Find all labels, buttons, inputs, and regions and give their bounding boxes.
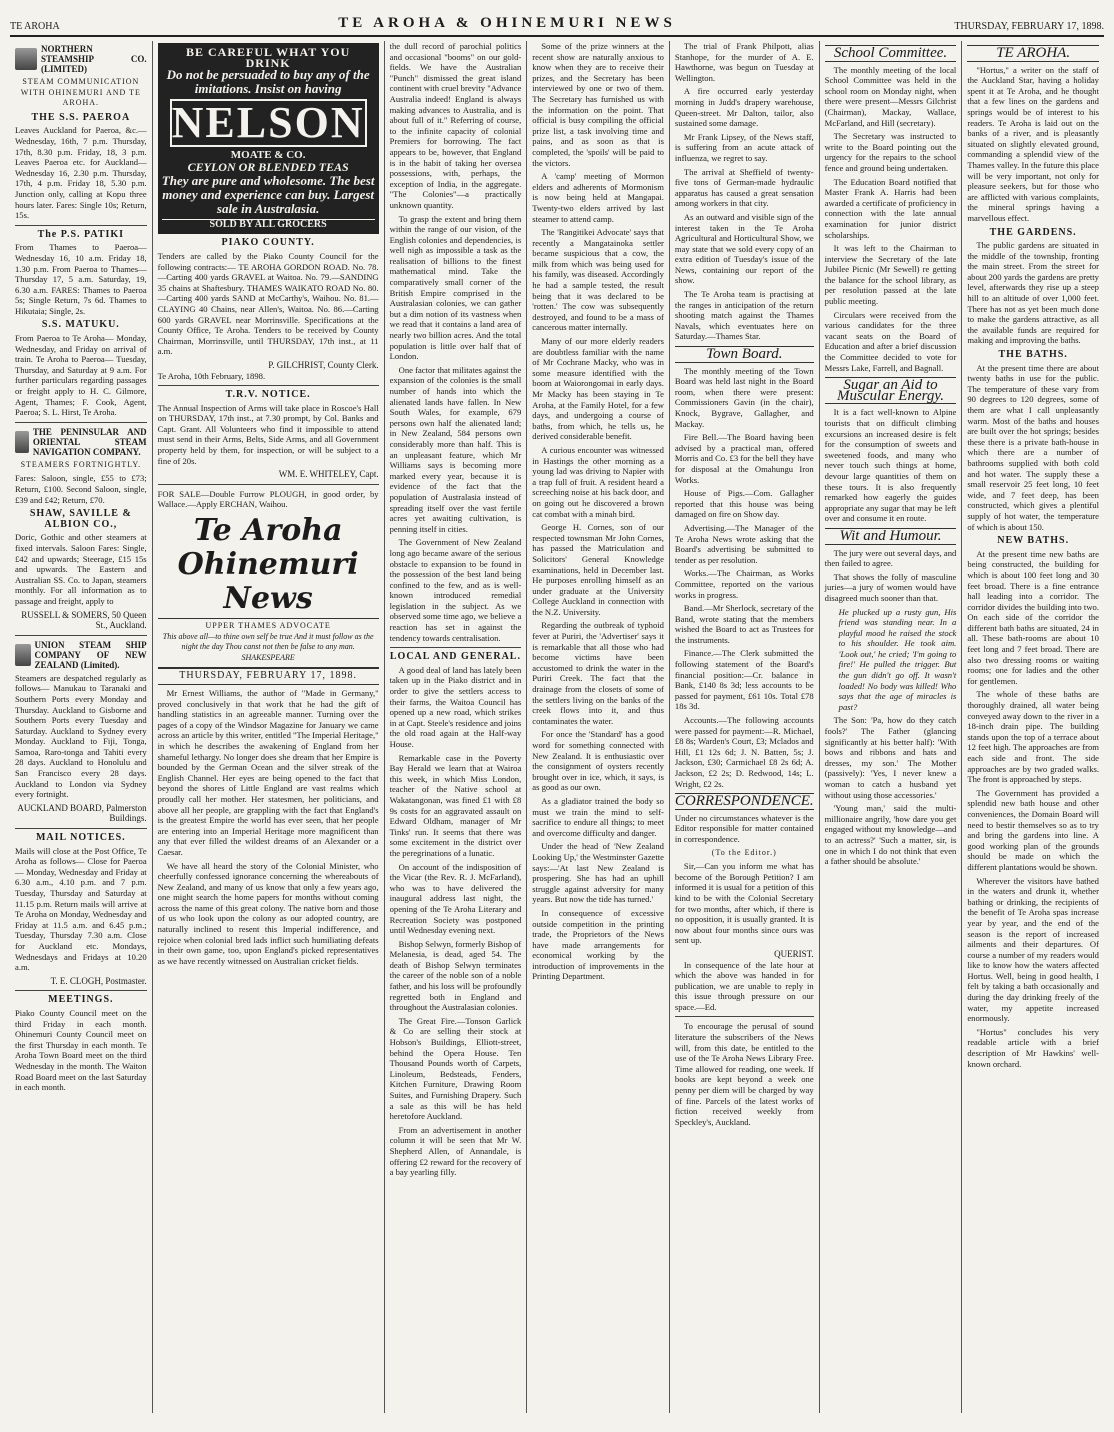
library-notice: To encourage the perusal of sound literature the subscribers of the News will, from this date, be entitled to the use of the Te Aroha News Library Free. Time allowed for reading, one week. If books are kept beyond a week one penny per diem will be charged by way of fine. Parcels of the latest works of fiction received weekly from Speckley's, Auckland. xyxy=(674,1021,814,1127)
news-item: As a gladiator trained the body so must we train the mind to self-sacrifice to endure all things; to meet and overcome difficulty and danger. xyxy=(532,795,664,838)
divider xyxy=(15,828,147,829)
news-item: A curious encounter was witnessed in Hastings the other morning as a young lad was driving to Napier with a trap full of fruit. A resident heard a screeching noise at his back door, and on going out he discovered a brown cat combat with a minah bird. xyxy=(532,444,664,519)
news-item: The arrival at Sheffield of twenty-five tons of German-made hydraulic apparatus has caused a great sensation among workers in that city. xyxy=(674,166,814,209)
correspondence-heading: CORRESPONDENCE. xyxy=(674,793,814,810)
ad-footer: SOLD BY ALL GROCERS xyxy=(162,219,375,231)
steamship-icon xyxy=(15,431,29,453)
news-item: Under the head of 'New Zealand Looking Up,' the Westminster Gazette says:—'At last New Zealand is prospering. She has had an uphill struggle against adversity for many years. But now the tide has turned.' xyxy=(532,841,664,905)
board-item: The monthly meeting of the Town Board was held last night in the Board room, when there were present: Commissioners Gavin (in the chair), Knock, Bygrave, Gallagher, and Mackay. xyxy=(674,365,814,429)
board-item: Works.—The Chairman, as Works Committee, reported on the various works in progress. xyxy=(674,568,814,600)
town-board-heading: Town Board. xyxy=(675,346,814,363)
news-item: Bishop Selwyn, formerly Bishop of Melanesia, is dead, aged 54. The death of Bishop Selwyn terminates the career of the noble son of a noble father, and his loss will be profoundly regretted both in England and throughout the Australasian colonies. xyxy=(389,938,522,1013)
masthead-line-1: Te Aroha xyxy=(193,513,343,549)
divider xyxy=(158,385,379,386)
editor-note: In consequence of the late hour at which the above was handed in for publication, we are unable to reply in this issue through pressure on our space.—Ed. xyxy=(674,959,814,1012)
news-item: On account of the indisposition of the Vicar (the Rev. R. J. McFarland), who was to have delivered the inaugural address last night, the opening of the Te Aroha Literary and Recreation Society was postponed until Wednesday evening next. xyxy=(389,861,522,936)
page-header xyxy=(10,10,1104,37)
news-item: The Te Aroha team is practising at the ranges in anticipation of the return shooting match against the Thames Navals, which eventuates here on Saturday.—Thames Star. xyxy=(674,289,814,342)
joke-item: The Son: 'Pa, how do they catch fools?' The Father (glancing significantly at his better half): 'With bows and ribbons and hats and dresses, my son.' The Mother (passively): 'Yes, I never knew a woman to catch a husband yet without using those accessories.' xyxy=(824,715,957,800)
school-committee-heading: School Committee. xyxy=(825,45,957,62)
article-paragraph: Wherever the visitors have bathed in the waters and drunk it, whether bathing or drinking, the recipients of the benefit of Te Aroha spas increase year by year, and the end of the season is the report of increased ailments and their departures. Of course a number of my readers would like to know how the waters affected Hortus. Well, being in good health, I felt by taking a bath occasionally and during the day drinking freely of the water, my appetite increased enormously. xyxy=(967,875,1099,1024)
column-4 xyxy=(527,41,670,1413)
steamship-icon xyxy=(15,48,37,70)
board-item: House of Pigs.—Com. Gallagher reported that this house was being damaged on fire on Show day. xyxy=(674,488,814,520)
joke-item: The jury were out several days, and then failed to agree. xyxy=(824,547,957,569)
ship-text-paeroa: Leaves Auckland for Paeroa, &c.— Wednesday, 16th, 7 p.m. Thursday, 17th, 8.30 p.m. Friday, 18, 3 p.m. Leaves Paeroa etc. for Auckland— Wednesday 16, 2.30 p.m. Thursday, 17th, 4 p.m. Friday 18, 5.30 p.m. Junction only, calling at Kopu three hours later. Fares: Single 10s; Return, 15s. xyxy=(15,125,147,221)
board-item: Finance.—The Clerk submitted the following statement of the Board's financial position:—Cr. balance in Bank, £140 8s 3d; less accounts to be passed for payment, £61 10s. Total £78 18s 3d. xyxy=(674,648,814,712)
column-3 xyxy=(385,41,528,1413)
correspondence-note: Under no circumstances whatever is the Editor responsible for matter contained in correspondence. xyxy=(674,812,814,844)
committee-item: It was left to the Chairman to interview the Secretary of the late Jubilee Picnic (Mr Sewell) re getting the balance for the school library, as per resolution passed at the late public meeting. xyxy=(824,243,957,307)
divider xyxy=(15,422,147,423)
article-paragraph: At the present time there are about twenty baths in use for the public. The temperature of these vary from 90 degrees to 120 degrees, some of them are what I call unpleasantly warm. Most of the baths and houses are built over the hot springs; besides these there is a private bath-house in which there are a number of bathrooms supplied with both cold and hot water. The supply these a small reservoir 25 feet long, 10 feet wide, and 7 feet deep, has been constructed, which gives a plentiful supply of hot water, the temperature of which is about 150. xyxy=(967,362,1099,532)
column-5 xyxy=(670,41,820,1413)
ad-brand: NELSON xyxy=(171,98,365,148)
divider xyxy=(15,990,147,991)
committee-item: The monthly meeting of the local School Committee was held in the school room on Monday night, when there were present—Messrs Gilchrist (Chairman), Mackay, Wallace, McFarland, and Hill (secretary). xyxy=(824,64,957,128)
board-item: Advertising.—The Manager of the Te Aroha News wrote asking that the Board's advertising be submitted to tender as per resolution. xyxy=(674,522,814,565)
news-item: Many of our more elderly readers are doubtless familiar with the name of Mr Cochrane Macky, who was in some measure identified with the boom at Waiorongomai in early days. Mr Macky has been staying in Te Aroha, at the Family Hotel, for a few days, and undergoing a course of baths, from which, he tells us, he derived considerable benefit. xyxy=(532,336,664,442)
letter-signature: QUERIST. xyxy=(774,948,814,959)
te-aroha-heading: TE AROHA. xyxy=(967,45,1099,62)
trv-signature: WM. E. WHITELEY, Capt. xyxy=(278,469,379,480)
editorial-paragraph: We have all heard the story of the Colonial Minister, who cheerfully confessed ignorance concerning the whereabouts of New Zealand, and many of us know that only a few years ago, one might search the home papers for months without coming across the name of this great colony. The native born and those of us who look upon the colony as our adopted country, are naturally inclined to resent this Imperial indifference, and rejoice when colonial bred lads inflict such humiliating defeats in their own game, too, upon England's picked representatives as we have recently witnessed on Australian cricket fields. xyxy=(157,860,379,966)
news-item: A good deal of land has lately been taken up in the Piako district and in order to give the settlers access to their farms, the Waitoa Council has opened up a new road, which strikes in at Capt. Steele's residence and joins the old road again at the Half-way House. xyxy=(389,664,522,749)
divider xyxy=(15,635,147,636)
baths-heading: THE BATHS. xyxy=(998,349,1068,361)
column-7 xyxy=(962,41,1104,1413)
sugar-heading: Sugar an Aid to Muscular Energy. xyxy=(825,377,957,404)
editorial-paragraph: To grasp the extent and bring them within the range of our vision, of the English colonies and dependencies, is well nigh as impossible a task as the realisation of billions to the finest mathematical mind. Take the comparatively small corner of the British Empire comprised in the Australasian colonies, we can gather but a dim notion of its vastness when we read that it contains a land area of nearly two billion acres. And the total population is little over half that of London. xyxy=(389,213,522,362)
divider xyxy=(15,225,147,226)
ship-heading-paeroa: THE S.S. PAEROA xyxy=(31,111,131,123)
joke-verse: He plucked up a rusty gun, His friend was standing near. In a playful mood he raised the stock to his shoulder. He took aim. 'Look out,' he cried; 'I'm going to fire!' He pulled the trigger. But the gun didn't go off. It wasn't loaded! No body was killed! Who says that the age of miracles is past? xyxy=(838,606,957,712)
news-item: George H. Cornes, son of our respected townsman Mr John Cornes, has passed the Matriculation and Solicitors' General Knowledge examinations, held in December last. He purposes enrolling himself as an under graduate at the University College Auckland in connection with the N.Z. University. xyxy=(532,522,664,617)
board-item: Accounts.—The following accounts were passed for payment:—R. Michael, £8 8s; Warden's Court, £3; Mclados and Hill, £1 12s 6d; J. N. Batten, 5s; J. Jackson, £30; Carmichael £8 2s 6d; A. Jackson, £2 2s; D. Redwood, 14s; L. Wright, £2 2s. xyxy=(674,715,814,789)
sale-notice: FOR SALE—Double Furrow PLOUGH, in good order, by Wallace.—Apply ERCHAN, Waihou. xyxy=(157,488,379,510)
po-ad xyxy=(15,427,147,457)
news-item: The 'Rangitikei Advocate' says that recently a Mangatainoka settler became suspicious that a cow, the milk from which was being used for his family, was diseased. Accordingly he had a sample tested, the result being that it was declared to be 'rotten.' The cow was subsequently destroyed, and found to be a mass of cancerous matter internally. xyxy=(532,227,664,333)
northern-steamship-ad xyxy=(15,44,147,74)
union-name: UNION STEAM SHIP COMPANY OF NEW ZEALAND (Limited). xyxy=(34,639,147,670)
committee-item: The Secretary was instructed to write to the Board pointing out the urgency for the repairs to the school fence and ground being undertaken. xyxy=(824,131,957,173)
union-signature: AUCKLAND BOARD, Palmerston Buildings. xyxy=(17,802,147,824)
joke-item: That shows the folly of masculine juries—a jury of women would have disagreed much sooner than that. xyxy=(824,571,957,603)
communication-heading: STEAM COMMUNICATION WITH OHINEMURI AND TE AROHA. xyxy=(20,77,141,108)
ship-heading-matuku: S.S. MATUKU. xyxy=(41,319,120,331)
ad-headline: BE CAREFUL WHAT YOU DRINK xyxy=(186,45,351,70)
board-item: Fire Bell.—The Board having been advised by a practical man, offered Morris and Co. £3 for the bell they have for disposal at the Omahungu Iron Works. xyxy=(674,432,814,485)
article-paragraph: "Hortus" concludes his very readable article with a brief description of Mr Hawkins' well-known orchard. xyxy=(967,1026,1099,1069)
editorial-paragraph: Mr Ernest Williams, the author of "Made in Germany," proved conclusively in that work that he had the gift of handling statistics in an agreeable manner. Turning over the pages of a copy of the Windsor Magazine for January we came across an article by this writer, entitled "The Imperial Heritage," in which he describes the awakening of England from her shameful lethargy. No longer does she dream that her Empire is bounded by the German Ocean and the silver streak of the English Channel. Her eyes are being opened to the fact that beyond the shores of Little England are vast realms which proudly call her mother. Her statesmen, her politicians, and above all her people, are grappling with the fact that England's is the greatest Empire the world has ever seen, that her people are entering into an Imperial Heritage more magnificent than any that ever filled the wildest dreams of an Alexander or a Caesar. xyxy=(157,688,379,857)
news-item: The Great Fire.—Tonson Garlick & Co are selling their stock at Hobson's Buildings, Elliott-street, behind the Opera House. Ten Thousand Pounds worth of Carpets, Linoleum, Bedsteads, Fenders, Kitchen Furniture, Drawing Room Suites, and Furnishing Drapery. Such a sale as this will be has held heretofore Auckland. xyxy=(389,1015,522,1122)
wit-humour-heading: Wit and Humour. xyxy=(825,528,957,545)
divider xyxy=(390,647,522,648)
county-heading: PIAKO COUNTY. xyxy=(221,237,315,249)
correspondence-to: (To the Editor.) xyxy=(711,847,777,857)
county-text: Tenders are called by the Piako County Council for the following contracts:— TE AROHA GORDON ROAD. No. 78.—Carting 400 yards GRAVEL at Waitoa. No. 79.—SANDING 35 chains at Shaftesbury. THAMES WAIKATO ROAD No. 80.—Carting 400 yards SAND at McCarthy's, Waihou. No. 81.—CLAYING 40 Chains, near Allen's, Waitoa. No. 86.—Carting 600 yards GRAVEL near Morrinsville. Specifications at the County Office, Te Aroha. Tenders to be received by County Chairman, Morrinsville, until THURSDAY, 17th inst., at 11 a.m. xyxy=(157,250,379,357)
article-paragraph: "Hortus," a writer on the staff of the Auckland Star, having a holiday spent it at Te Aroha, and he thought that a few lines on the gardens and springs would be of interest to his readers. Te Aroha is laid out on the banks of a river, and is pleasantly situated on slightly elevated ground, commanding a splendid view of the Thames valley. In the future this place will be very important, not only for pleasure seekers, but for those who are afflicted with various complaints, the mineral springs having a marvellous effect. xyxy=(967,64,1099,223)
letter-text: Sir,—Can you inform me what has become of the Borough Petition? I am informed it is usual for a petition of this kind to be with the Colonial Secretary for two months, after which, if there is no opposition, it is usually granted. It is now about four months since ours was sent up. xyxy=(674,861,814,946)
news-item: Remarkable case in the Poverty Bay Herald we learn that at Wairoa this week, in which Miss London, teacher of the Native school at Wakatangonan, was fined £1 with £8 9s costs for an aggravated assault on Edward Oldham, manager of Mr Tinks' run. It seems that there was some excitement in the district over the peregrinations of a lunatic. xyxy=(389,752,522,858)
header-date: THURSDAY, FEBRUARY 17, 1898. xyxy=(954,21,1104,32)
news-item: Some of the prize winners at the recent show are naturally anxious to know when they are to receive their prizes, and the Secretary has been interviewed by one or two of them. The Secretary has furnished us with the information on the point. That official is busy compiling the official prize list, a task involving time and pains, and as soon as that is completed, the 'spoils' will be paid to the victors. xyxy=(532,41,664,168)
masthead-line-2: Ohinemuri News xyxy=(177,547,359,617)
mail-heading: MAIL NOTICES. xyxy=(35,832,126,844)
ad-product: CEYLON OR BLENDED TEAS xyxy=(187,159,349,174)
union-ad xyxy=(15,640,147,670)
joke-item: 'Young man,' said the multi-millionaire angrily, 'how dare you get engaged without my knowledge—and to an actress?' 'Such a matter, sir, is one in which I do not think that even a father should be absolute.' xyxy=(824,803,957,867)
header-title: TE AROHA & OHINEMURI NEWS xyxy=(338,15,676,31)
new-baths-heading: NEW BATHS. xyxy=(997,535,1070,547)
masthead-subtitle: UPPER THAMES ADVOCATE xyxy=(158,618,379,632)
editorial-paragraph: The Government of New Zealand long ago became aware of the serious obstacle to expansion to be found in the possession of the best land being confined to the few, and as is well-known introduced remedial legislation in the subject. As we observed some time ago, we believe a reaction has set in against the tendency towards centralisation. xyxy=(389,537,522,643)
trv-text: The Annual Inspection of Arms will take place in Roscoe's Hall on THURSDAY, 17th inst., at 7.30 prompt, by Col. Banks and Capt. Grant. All Volunteers who find it impossible to attend must send in their Arms, Belts, Side Arms, and all Government property held by them, for inspection, or will be subject to a fine of 20s. xyxy=(157,402,379,466)
committee-item: The Education Board notified that Master Frank A. Harris had been awarded a certificate of proficiency in connection with the late annual examination for junior district scholarships. xyxy=(824,176,957,240)
news-item: In consequence of excessive outside competition in the printing trade, the Proprietors of the News have made arrangements for economical working by the introduction of improvements in the Printing Department. xyxy=(532,907,664,982)
committee-item: Circulars were received from the various candidates for the three vacant seats on the Board of Education and after a brief discussion the Committee decided to vote for Messrs Lake, Farrell, and Bagnall. xyxy=(824,309,957,373)
news-item: A 'camp' meeting of Mormon elders and adherents of Mormonism is now being held at Mangapai. Twenty-two elders arrived by last steamer to attend camp. xyxy=(532,171,664,224)
po-name: THE PENINSULAR AND ORIENTAL STEAM NAVIGATION COMPANY. xyxy=(32,426,147,457)
union-text: Steamers are despatched regularly as follows— Manukau to Taranaki and Southern Ports every Monday and Thursday. Auckland to Gisborne and Southern Ports every Tuesday and Saturday. Auckland to Sydney every Monday. Auckland to Fiji, Tonga, Samoa, Raro-tonga and Tahiti every 28 days. Auckland to Honolulu and San Francisco every 28 days. Auckland to London via Sydney every fortnight. xyxy=(15,672,147,800)
news-item: A fire occurred early yesterday morning in Judd's drapery warehouse, Queen-street. Mr Dalton, tailor, also sustained some damage. xyxy=(674,86,814,129)
news-item: The trial of Frank Philpott, alias Stanhope, for the murder of A. E. Hawthorne, was begun on Tuesday at Wellington. xyxy=(674,41,814,83)
news-item: For once the 'Standard' has a good word for something connected with New Zealand. It is enthusiastic over the consignment of oysters recently brought over in ice, which, it says, is as good as our own. xyxy=(532,729,664,793)
editorial-paragraph: the dull record of parochial politics and occasional "booms" on our gold-fields. We have the Australian "Punch" dismissed the great island continent with cruel brevity "Advance Australia indeed! England is always making advances to Australia, and is about full of it." Referring of course, to the infinite capacity of colonial Premiers for borrowing. The fact appears to be, however, that England is in the habit of taking her oversea possessions, with, perhaps, the exception of India, in the aggregate. "The Colonies"—a practically unknown quantity. xyxy=(389,41,522,210)
meetings-heading: MEETINGS. xyxy=(48,994,114,1006)
masthead-motto: This above all—to thine own self be true And it must follow as the night the day Thou canst not then be false to any man. SHAKESPEARE xyxy=(162,631,374,662)
ship-text-patiki: From Thames to Paeroa— Wednesday 16, 10 a.m. Friday 18, 1.30 p.m. From Paeroa to Thames— Thursday 17, 5 a.m. Saturday, 19, 6.30 a.m. FARES: Thames to Paeroa 5s; Single Return, 7s 6d. Thames to Hikutaia; Single, 2s. xyxy=(15,242,147,316)
columns xyxy=(10,41,1104,1413)
header-left: TE AROHA xyxy=(10,21,60,32)
column-6 xyxy=(820,41,963,1413)
shaw-signature: RUSSELL & SOMERS, 50 Queen St., Auckland. xyxy=(21,609,147,631)
ship-heading-patiki: The P.S. PATIKI xyxy=(37,228,125,240)
mail-text: Mails will close at the Post Office, Te Aroha as follows— Close for Paeroa— Monday, Wednesday and Friday at 6.30 a.m., 4.10 p.m. and 7 p.m. Tuesday, Thursday and Saturday at 11.15 p.m. Return mails will arrive at Te Aroha on Monday, Wednesday and Friday at 11.5 a.m. and 6.45 p.m.; Tuesday, Thursday 7.30 a.m. Close for Auckland etc. Mondays, Wednesdays and Fridays at 10.20 a.m. xyxy=(15,845,147,973)
article-paragraph: The whole of these baths are thoroughly drained, all water being conveyed away down to the river in a 18-inch drain pipe. The building stands upon the top of a terrace about 12 feet high. The approaches are from each side and front. The side approaches are by two graded walks. The front is approached by steps. xyxy=(967,689,1099,785)
news-item: As an outward and visible sign of the interest taken in the Te Aroha Agricultural and Horticultural Show, we may state that we sold every copy of an extra edition of Tuesday's issue of the News, containing our report of the show. xyxy=(674,211,814,286)
ad-company: MOATE & CO. xyxy=(230,149,306,162)
ad-tagline: Do not be persuaded to buy any of the imitations. Insist on having xyxy=(166,67,370,97)
meetings-text: Piako County Council meet on the third Friday in each month. Ohinemuri County Council meet on the first Thursday in each month. Te Aroha Town Board meet on the third Wednesday in the month. The Waiton Road Board meet on the last Saturday in each month. xyxy=(15,1007,147,1093)
ad-claim: They are pure and wholesome. The best money and experience can buy. Largest sale in Australasia. xyxy=(161,172,375,216)
divider xyxy=(675,1016,814,1017)
company-name: NORTHERN STEAMSHIP CO. (LIMITED) xyxy=(41,44,147,74)
masthead xyxy=(158,514,379,663)
column-2 xyxy=(153,41,385,1413)
shaw-heading: SHAW, SAVILLE & ALBION CO., xyxy=(29,508,132,530)
column-1 xyxy=(10,41,153,1413)
divider xyxy=(158,484,379,485)
county-signature: P. GILCHRIST, County Clerk. xyxy=(268,359,379,370)
newspaper-page xyxy=(10,10,1104,1412)
ship-text-matuku: From Paeroa to Te Aroha— Monday, Wednesday, and Friday on arrival of train. Te Aroha to Paeroa— Tuesday, Thursday, and Saturday at 9 a.m. For further particulars regarding passages or freight apply to H. C. Gilmore, Agent, Thames; F. Cook, Agent, Paeroa; S. L. Hirst, Te Aroha. xyxy=(15,333,147,418)
shaw-text: Doric, Gothic and other steamers at fixed intervals. Saloon Fares: Single, £42 and upwards; Steerage, £15 15s and upwards. The Eastern and Australian SS. Co. to Japan, steamers monthly. For all information as to passage and freight, apply to xyxy=(15,532,147,606)
news-item: Mr Frank Lipsey, of the News staff, is suffering from an acute attack of influenza, we regret to say. xyxy=(674,131,814,163)
steamship-icon xyxy=(15,644,31,666)
news-item: Regarding the outbreak of typhoid fever at Puriri, the 'Advertiser' says it is remarkable that all those who had become victims have been accustomed to drink the water in the Puriri Creek. The fact that the drainage from the closets of some of the settlers living on the banks of the creek flows into it, and thus contaminates the water. xyxy=(532,620,664,726)
issue-dateline: THURSDAY, FEBRUARY 17, 1898. xyxy=(158,667,379,685)
mail-signature: T. E. CLOGH, Postmaster. xyxy=(50,975,147,986)
nelson-tea-ad xyxy=(158,43,379,234)
article-paragraph: The Government has provided a splendid new bath house and other conveniences, the Domain Board will need to bestir themselves so as to try and bring the gardens into line. A good working plan of the grounds should be made on which the different plantations would be shown. xyxy=(967,787,1099,872)
county-date: Te Aroha, 10th February, 1898. xyxy=(157,370,266,381)
article-paragraph: It is a fact well-known to Alpine tourists that on difficult climbing excursions an increased desire is felt for the consumption of sweets and sweetened foods, and many who never touch such things at home, devour large quantities of them on these tours. It is also frequently remarked how eagerly the guides appropriate any sugar that may be left over and consume it en route. xyxy=(824,407,957,524)
editorial-paragraph: One factor that militates against the expansion of the colonies is the small number of hands into which the alienated lands have fallen. In New South Wales, for example, 679 persons own half the alienated land; in New Zealand, 584 persons own considerably more than half. This is an unpleasant feature, which Mr Williams says is becoming more marked every year, because it is evidence of the fact that the population of Australasia instead of spreading itself over the vast fertile acres yet awaiting cultivation, is penning itself in cities. xyxy=(389,364,522,534)
article-paragraph: The public gardens are situated in the middle of the township, fronting the main street. From the street for about 200 yards the gardens are pretty level, afterwards they rise up a steep hill to an altitude of over 1,000 feet. There has not as yet been much done to make the gardens attractive, as all the available funds are required for making and improving the baths. xyxy=(967,240,1099,346)
gardens-heading: THE GARDENS. xyxy=(989,226,1077,238)
board-item: Band.—Mr Sherlock, secretary of the Band, wrote stating that the members wished the Board to act as Trustees for the instruments. xyxy=(674,603,814,645)
news-item: From an advertisement in another column it will be seen that Mr W. Shepherd Allen, of Annandale, is offering £2 reward for the recovery of a bay yearling filly. xyxy=(389,1124,522,1178)
po-text: Fares: Saloon, single, £55 to £73; Return, £100. Second Saloon, single, £39 and £42; Return, £70. xyxy=(15,473,147,505)
trv-heading: T.R.V. NOTICE. xyxy=(225,389,311,401)
po-sub: STEAMERS FORTNIGHTLY. xyxy=(20,459,142,469)
article-paragraph: At the present time new baths are being constructed, the building for which is about 100 feet long and 30 feet broad. There is a fine entrance hall leading into a corridor. The corridor divides the building into two. On each side of the corridor the different bath baths are situated, 24 in all. These bath-rooms are about 10 feet long and 7 feet broad. There are also two dressing rooms or waiting rooms; one for ladies and the other for gentlemen. xyxy=(967,548,1099,686)
local-general-heading: LOCAL AND GENERAL. xyxy=(389,651,521,663)
